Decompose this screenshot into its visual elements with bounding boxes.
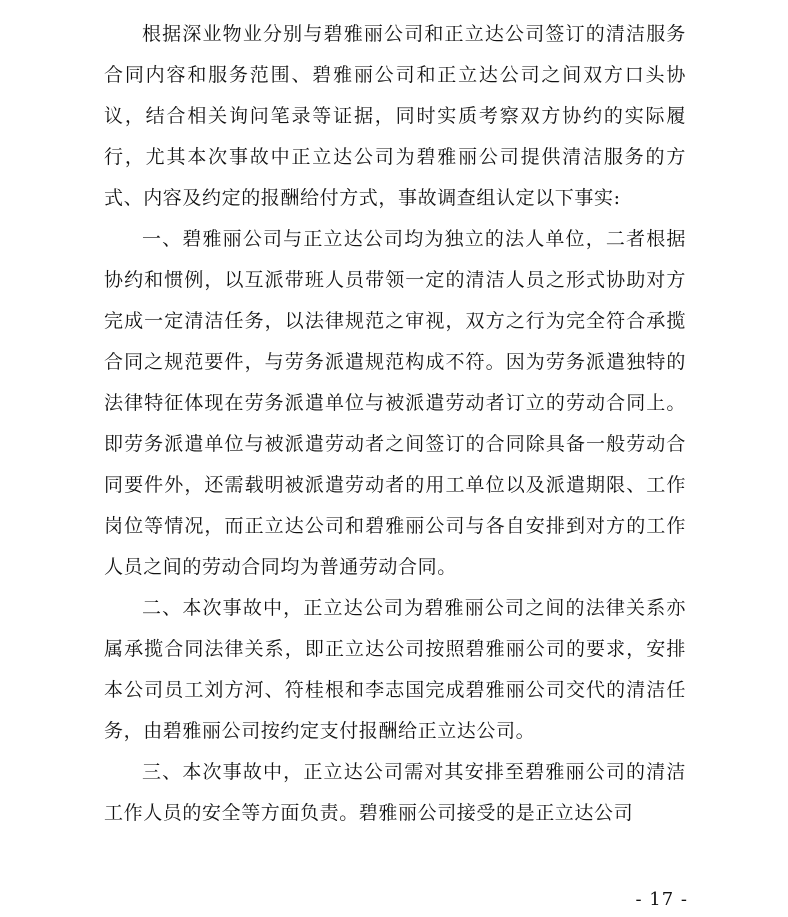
paragraph-intro: 根据深业物业分别与碧雅丽公司和正立达公司签订的清洁服务合同内容和服务范围、碧雅丽公司和正立达公司之间双方口头协议，结合相关询问笔录等证据，同时实质考察双方协约的实际履行，尤其本次事故中正立达公司为碧雅丽公司提供清洁服务的方式、内容及约定的报酬给付方式，事故调查组认定以下事实: xyxy=(104,23,686,209)
paragraph-point-two: 二、本次事故中，正立达公司为碧雅丽公司之间的法律关系亦属承揽合同法律关系，即正立达公司按照碧雅丽公司的要求，安排本公司员工刘方河、符桂根和李志国完成碧雅丽公司交代的清洁任务，由碧雅丽公司按约定支付报酬给正立达公司。 xyxy=(104,597,686,742)
paragraph-point-three: 三、本次事故中，正立达公司需对其安排至碧雅丽公司的清洁工作人员的安全等方面负责。碧雅丽公司接受的是正立达公司 xyxy=(104,761,686,824)
paragraph-point-one: 一、碧雅丽公司与正立达公司均为独立的法人单位，二者根据协约和惯例，以互派带班人员带领一定的清洁人员之形式协助对方完成一定清洁任务，以法律规范之审视，双方之行为完全符合承揽合同之规范要件，与劳务派遣规范构成不符。因为劳务派遣独特的法律特征体现在劳务派遣单位与被派遣劳动者订立的劳动合同上。即劳务派遣单位与被派遣劳动者之间签订的合同除具备一般劳动合同要件外，还需载明被派遣劳动者的用工单位以及派遣期限、工作岗位等情况，而正立达公司和碧雅丽公司与各自安排到对方的工作人员之间的劳动合同均为普通劳动合同。 xyxy=(104,228,686,578)
body-text xyxy=(104,14,686,834)
page-number: - 17 - xyxy=(635,889,688,910)
